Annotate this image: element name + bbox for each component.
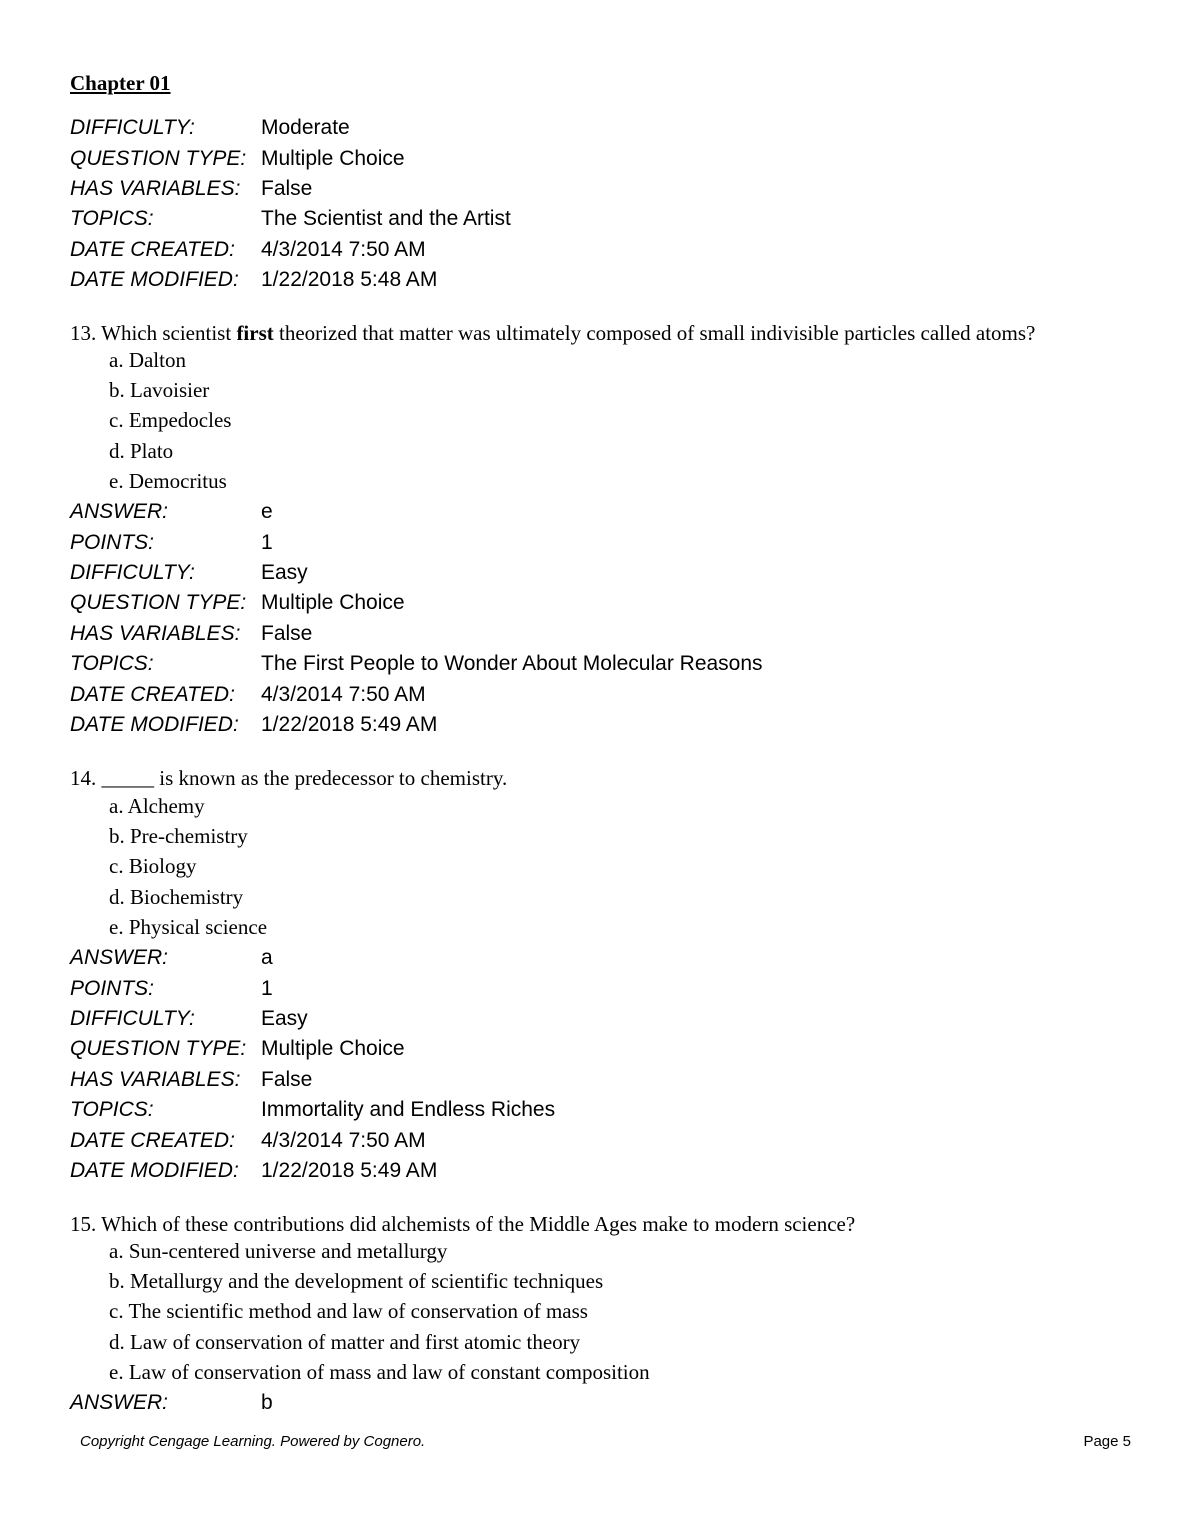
meta-value: 1 — [261, 976, 273, 1000]
meta-row-has-variables — [70, 174, 511, 204]
meta-label: POINTS: — [70, 530, 155, 554]
answer-option: e. Law of conservation of mass and law of constant composition — [109, 1360, 650, 1385]
meta-label: ANSWER: — [70, 500, 169, 524]
question-15-metadata — [70, 1388, 273, 1418]
question-13-text — [70, 320, 1035, 346]
meta-label: TOPICS: — [70, 652, 154, 676]
answer-option: a. Sun-centered universe and metallurgy — [109, 1238, 448, 1263]
meta-row-points — [70, 973, 555, 1003]
meta-label: DIFFICULTY: — [70, 116, 195, 140]
answer-option: e. Physical science — [109, 915, 268, 940]
meta-value: 4/3/2014 7:50 AM — [261, 682, 426, 706]
meta-row-has-variables — [70, 619, 763, 649]
question-text-part: Which of these contributions did alchemists of the Middle Ages make to modern science? — [101, 1212, 856, 1236]
meta-value: a — [261, 946, 273, 970]
meta-label: POINTS: — [70, 976, 155, 1000]
meta-label: TOPICS: — [70, 1098, 154, 1122]
question-text-bold: first — [236, 321, 274, 345]
meta-value: Multiple Choice — [261, 146, 405, 170]
meta-value: 4/3/2014 7:50 AM — [261, 237, 426, 261]
answer-option: c. The scientific method and law of conservation of mass — [109, 1299, 588, 1324]
meta-row-difficulty — [70, 558, 763, 588]
question-number: 13. — [70, 321, 97, 345]
meta-value: e — [261, 500, 273, 524]
meta-row-answer — [70, 943, 555, 973]
meta-value: 1/22/2018 5:49 AM — [261, 1158, 438, 1182]
meta-value: False — [261, 1067, 313, 1091]
answer-option: d. Biochemistry — [109, 884, 244, 909]
meta-label: TOPICS: — [70, 207, 154, 231]
meta-label: HAS VARIABLES: — [70, 1067, 241, 1091]
meta-value: Multiple Choice — [261, 591, 405, 615]
answer-option: e. Democritus — [109, 469, 227, 494]
meta-value: 1/22/2018 5:48 AM — [261, 268, 438, 292]
question-text-part: Which scientist — [101, 321, 232, 345]
meta-row-answer — [70, 1388, 273, 1418]
answer-option: b. Lavoisier — [109, 378, 210, 403]
answer-option: b. Pre-chemistry — [109, 824, 248, 849]
footer-copyright: Copyright Cengage Learning. Powered by Cognero. — [80, 1433, 426, 1450]
meta-row-topics — [70, 649, 763, 679]
meta-value: 1/22/2018 5:49 AM — [261, 712, 438, 736]
meta-row-difficulty — [70, 1004, 555, 1034]
meta-row-question-type — [70, 1034, 555, 1064]
question-text-part: theorized that matter was ultimately composed of small indivisible particles called atoms? — [279, 321, 1036, 345]
answer-option: c. Biology — [109, 854, 197, 879]
meta-label: DATE CREATED: — [70, 682, 235, 706]
meta-value: False — [261, 621, 313, 645]
meta-row-answer — [70, 497, 763, 527]
meta-label: DATE MODIFIED: — [70, 712, 239, 736]
meta-value: Moderate — [261, 116, 350, 140]
question-13-metadata — [70, 497, 763, 740]
question-text-part: _____ is known as the predecessor to chemistry. — [101, 766, 508, 790]
answer-option: d. Law of conservation of matter and first atomic theory — [109, 1329, 581, 1354]
meta-row-date-modified — [70, 1156, 555, 1186]
meta-row-difficulty — [70, 113, 511, 143]
meta-row-topics — [70, 1095, 555, 1125]
meta-row-date-modified — [70, 265, 511, 295]
meta-label: DIFFICULTY: — [70, 1006, 195, 1030]
question-14-options — [109, 791, 267, 943]
meta-label: ANSWER: — [70, 1391, 169, 1415]
question-number: 14. — [70, 766, 97, 790]
meta-value: Immortality and Endless Riches — [261, 1098, 556, 1122]
question-14-text — [70, 765, 507, 791]
meta-label: DATE MODIFIED: — [70, 268, 239, 292]
answer-option: d. Plato — [109, 438, 174, 463]
meta-row-date-created — [70, 1125, 555, 1155]
meta-value: Easy — [261, 1006, 308, 1030]
meta-value: 4/3/2014 7:50 AM — [261, 1128, 426, 1152]
chapter-title: Chapter 01 — [70, 71, 171, 95]
meta-row-date-modified — [70, 710, 763, 740]
question-13-options — [109, 345, 231, 497]
footer-page-number: Page 5 — [1083, 1433, 1131, 1450]
meta-label: DATE CREATED: — [70, 237, 235, 261]
meta-row-date-created — [70, 679, 763, 709]
meta-label: ANSWER: — [70, 946, 169, 970]
meta-value: The Scientist and the Artist — [261, 207, 511, 231]
meta-row-points — [70, 527, 763, 557]
meta-label: HAS VARIABLES: — [70, 176, 241, 200]
question-15-options — [109, 1236, 650, 1388]
meta-label: DATE MODIFIED: — [70, 1158, 239, 1182]
meta-value: Easy — [261, 560, 308, 584]
question-15-text — [70, 1211, 855, 1237]
answer-option: b. Metallurgy and the development of scientific techniques — [109, 1269, 604, 1294]
meta-label: QUESTION TYPE: — [70, 1037, 247, 1061]
meta-label: DIFFICULTY: — [70, 560, 195, 584]
meta-row-question-type — [70, 143, 511, 173]
meta-label: HAS VARIABLES: — [70, 621, 241, 645]
meta-row-date-created — [70, 235, 511, 265]
question-14-metadata — [70, 943, 555, 1186]
meta-label: QUESTION TYPE: — [70, 146, 247, 170]
meta-value: Multiple Choice — [261, 1037, 405, 1061]
meta-label: DATE CREATED: — [70, 1128, 235, 1152]
meta-value: b — [261, 1391, 273, 1415]
meta-value: False — [261, 176, 313, 200]
answer-option: a. Alchemy — [109, 793, 205, 818]
answer-option: c. Empedocles — [109, 408, 232, 433]
question-number: 15. — [70, 1212, 97, 1236]
meta-row-topics — [70, 204, 511, 234]
answer-option: a. Dalton — [109, 347, 186, 372]
prev-question-metadata — [70, 113, 511, 295]
meta-value: The First People to Wonder About Molecular Reasons — [261, 652, 763, 676]
meta-label: QUESTION TYPE: — [70, 591, 247, 615]
meta-row-has-variables — [70, 1065, 555, 1095]
meta-value: 1 — [261, 530, 273, 554]
meta-row-question-type — [70, 588, 763, 618]
